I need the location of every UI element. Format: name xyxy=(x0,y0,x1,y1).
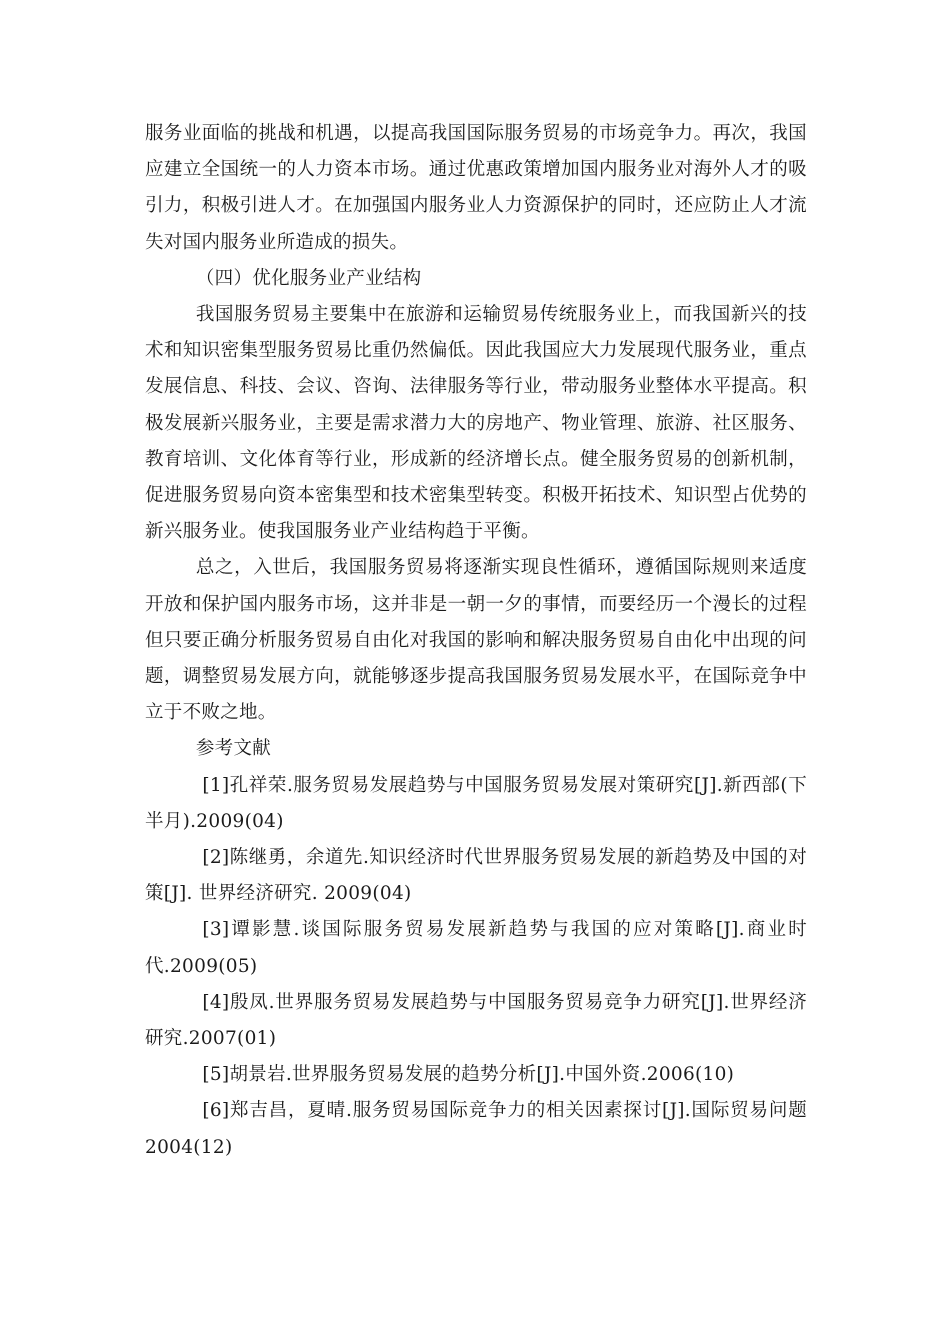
reference-item: [6]郑吉昌，夏晴.服务贸易国际竞争力的相关因素探讨[J].国际贸易问题2004(12) xyxy=(145,1100,807,1158)
reference-item: [4]殷凤.世界服务贸易发展趋势与中国服务贸易竞争力研究[J].世界经济研究.2007(01) xyxy=(145,991,807,1050)
paragraph-industry-structure: 我国服务贸易主要集中在旅游和运输贸易传统服务业上，而我国新兴的技术和知识密集型服务贸易比重仍然偏低。因此我国应大力发展现代服务业，重点发展信息、科技、会议、咨询、法律服务等行业，带动服务业整体水平提高。积极发展新兴服务业，主要是需求潜力大的房地产、物业管理、旅游、社区服务、教育培训、文化体育等行业，形成新的经济增长点。健全服务贸易的创新机制，促进服务贸易向资本密集型和技术密集型转变。积极开拓技术、知识型占优势的新兴服务业。使我国服务业产业结构趋于平衡。 xyxy=(145,304,807,543)
references-heading: 参考文献 xyxy=(195,738,272,760)
reference-item: [2]陈继勇，余道先.知识经济时代世界服务贸易发展的新趋势及中国的对策[J]. 世界经济研究. 2009(04) xyxy=(145,847,807,905)
references-list xyxy=(145,768,807,1166)
section-heading: （四）优化服务业产业结构 xyxy=(195,267,422,289)
reference-item: [1]孔祥荣.服务贸易发展趋势与中国服务贸易发展对策研究[J].新西部(下半月).2009(04) xyxy=(145,774,807,832)
paragraph-continued: 服务业面临的挑战和机遇，以提高我国国际服务贸易的市场竞争力。再次，我国应建立全国统一的人力资本市场。通过优惠政策增加国内服务业对海外人才的吸引力，积极引进人才。在加强国内服务业人力资源保护的同时，还应防止人才流失对国内服务业所造成的损失。 xyxy=(145,123,807,253)
document-body xyxy=(145,116,807,1166)
reference-item: [3]谭影慧.谈国际服务贸易发展新趋势与我国的应对策略[J].商业时代.2009(05) xyxy=(145,919,807,977)
reference-item: [5]胡景岩.世界服务贸易发展的趋势分析[J].中国外资.2006(10) xyxy=(202,1064,735,1086)
paragraph-conclusion: 总之，入世后，我国服务贸易将逐渐实现良性循环，遵循国际规则来适度开放和保护国内服务市场，这并非是一朝一夕的事情，而要经历一个漫长的过程但只要正确分析服务贸易自由化对我国的影响和解决服务贸易自由化中出现的问题，调整贸易发展方向，就能够逐步提高我国服务贸易发展水平，在国际竞争中立于不败之地。 xyxy=(145,557,807,724)
